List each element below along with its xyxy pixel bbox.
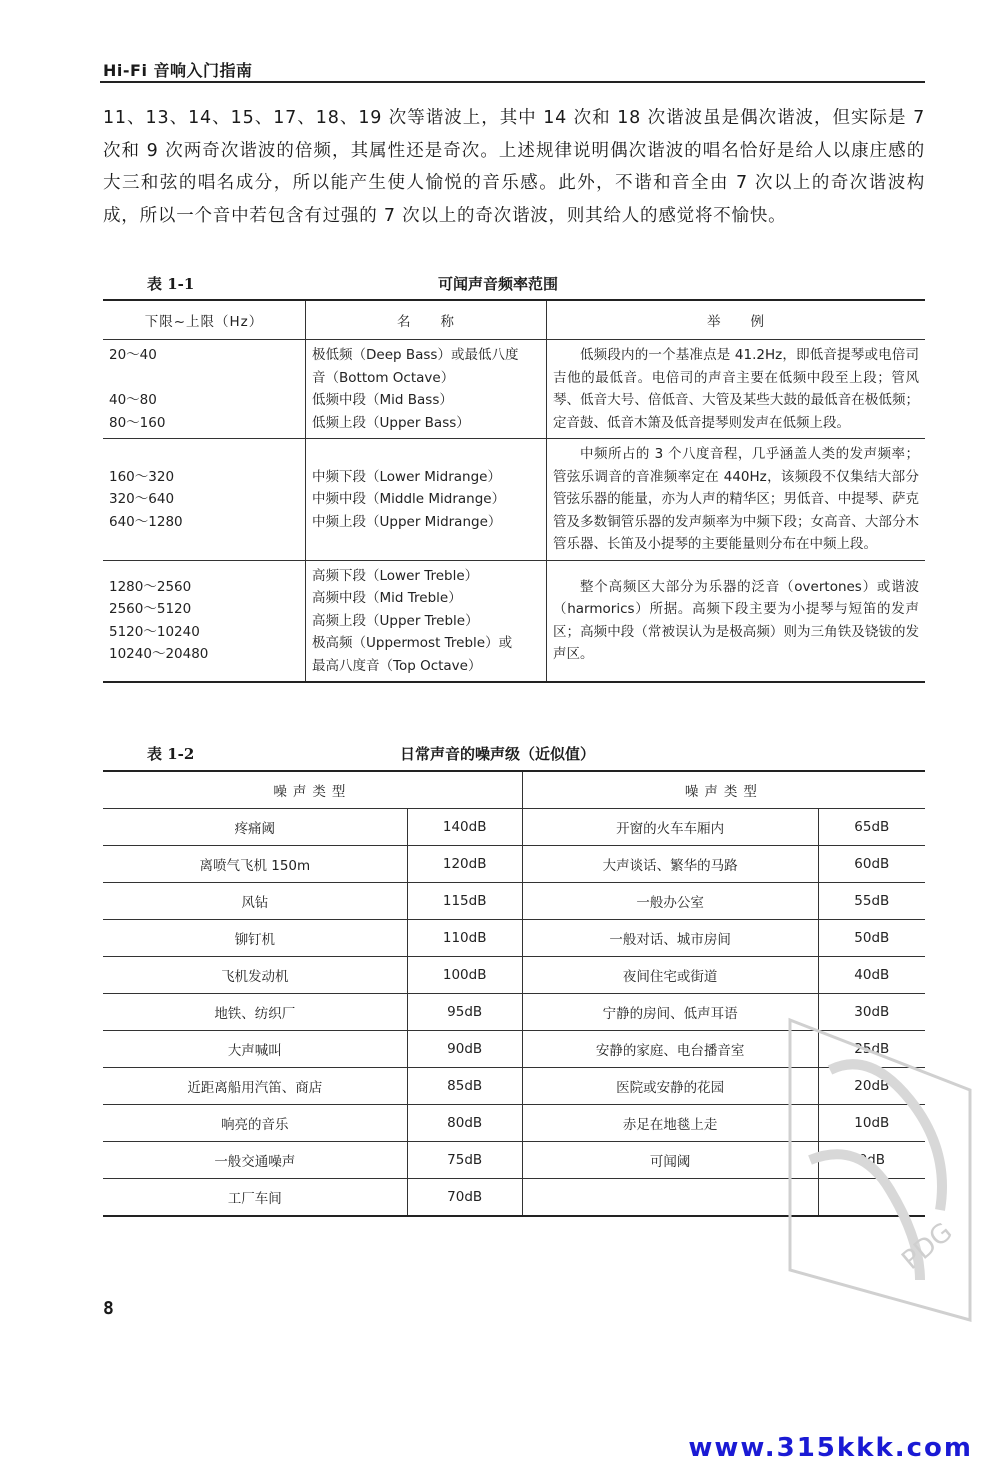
noise-level-right: 65dB	[818, 809, 925, 846]
band-name: 音（Bottom Octave）	[312, 369, 455, 386]
example-cell: 整个高频区大部分为乐器的泛音（overtones）或谐波（harmorics）所据。高频下段主要为小提琴与短笛的发声区；高频中段（常被误认为是极高频）则为三角铁及铙钹的发声区。	[547, 560, 926, 682]
table2-row	[103, 883, 925, 920]
noise-source-left: 风钻	[103, 883, 407, 920]
site-watermark-url: www.315kkk.com	[688, 1433, 973, 1463]
noise-level-right: 0dB	[818, 1142, 925, 1179]
frequency-range: 1280～2560	[109, 578, 192, 595]
band-name-cell	[306, 560, 547, 682]
frequency-range: 640～1280	[109, 513, 183, 530]
frequency-range-cell	[103, 439, 306, 561]
table2-header-row	[103, 771, 925, 809]
noise-level-right: 60dB	[818, 846, 925, 883]
frequency-range-table	[103, 299, 925, 683]
table1-title: 可闻声音频率范围	[438, 275, 559, 293]
table2-header-right: 噪声类型	[522, 771, 925, 809]
table2-number-text: 表 1-2	[147, 745, 195, 763]
frequency-range	[109, 367, 299, 390]
noise-level-right: 20dB	[818, 1068, 925, 1105]
band-name-cell	[306, 340, 547, 439]
noise-source-left: 一般交通噪声	[103, 1142, 407, 1179]
band-name: 中频上段（Upper Midrange）	[312, 513, 502, 530]
band-name-cell	[306, 439, 547, 561]
noise-level-left: 80dB	[407, 1105, 522, 1142]
noise-source-right: 夜间住宅或街道	[522, 957, 818, 994]
table1-header-example: 举 例	[547, 300, 926, 340]
band-name: 高频上段（Upper Treble）	[312, 612, 479, 629]
band-name: 中频中段（Middle Midrange）	[312, 491, 506, 507]
noise-source-left: 离喷气飞机 150m	[103, 846, 407, 883]
noise-level-left: 110dB	[407, 920, 522, 957]
noise-level-left: 90dB	[407, 1031, 522, 1068]
noise-level-left: 100dB	[407, 957, 522, 994]
noise-source-right: 一般办公室	[522, 883, 818, 920]
noise-level-right: 55dB	[818, 883, 925, 920]
noise-level-left: 120dB	[407, 846, 522, 883]
frequency-range: 320～640	[109, 491, 175, 507]
noise-source-left: 飞机发动机	[103, 957, 407, 994]
noise-source-right: 开窗的火车车厢内	[522, 809, 818, 846]
band-name: 最高八度音（Top Octave）	[312, 657, 482, 674]
band-name: 极高频（Uppermost Treble）或	[312, 635, 513, 651]
noise-source-left: 大声喊叫	[103, 1031, 407, 1068]
noise-source-right: 可闻阈	[522, 1142, 818, 1179]
band-name: 低频上段（Upper Bass）	[312, 414, 470, 431]
page-number: 8	[103, 1298, 114, 1319]
frequency-range: 160～320	[109, 468, 175, 485]
band-name: 极低频（Deep Bass）或最低八度	[312, 347, 519, 363]
noise-level-left: 95dB	[407, 994, 522, 1031]
noise-source-right: 一般对话、城市房间	[522, 920, 818, 957]
table1-row	[103, 560, 925, 682]
noise-source-left: 近距离船用汽笛、商店	[103, 1068, 407, 1105]
body-paragraph	[103, 102, 925, 232]
noise-level-left: 75dB	[407, 1142, 522, 1179]
header-rule	[100, 81, 925, 83]
table2-row	[103, 957, 925, 994]
frequency-range: 5120～10240	[109, 623, 200, 640]
paragraph-text: 11、13、14、15、17、18、19 次等谐波上，其中 14 次和 18 次谐波虽是偶次谐波，但实际是 7 次和 9 次两奇次谐波的倍频，其属性还是奇次。上述规律说明偶次谐波的唱名恰好是给人以康庄感的大三和弦的唱名成分，所以能产生使人愉悦的音乐感。此外，不谐和音全由 7 次以上的奇次谐波构成，所以一个音中若包含有过强的 7 次以上的奇次谐波，则其给人的感觉将不愉快。	[103, 108, 925, 226]
table1-row	[103, 439, 925, 561]
table2-header-left: 噪声类型	[103, 771, 522, 809]
table2-row	[103, 809, 925, 846]
table1-number-text: 表 1-1	[147, 275, 195, 293]
noise-source-left: 疼痛阈	[103, 809, 407, 846]
noise-level-right: 10dB	[818, 1105, 925, 1142]
table1-number	[147, 273, 194, 294]
stamp-text: PDG	[896, 1216, 959, 1276]
noise-source-right: 医院或安静的花园	[522, 1068, 818, 1105]
frequency-range: 40～80	[109, 392, 157, 408]
frequency-range: 2560～5120	[109, 601, 192, 618]
frequency-range: 20～40	[109, 347, 157, 363]
pdg-stamp-watermark	[770, 1010, 980, 1330]
table1-header-range: 下限~上限（Hz）	[103, 300, 306, 340]
noise-level-right: 30dB	[818, 994, 925, 1031]
noise-level-right: 40dB	[818, 957, 925, 994]
frequency-range: 10240～20480	[109, 646, 209, 663]
noise-source-left: 地铁、纺织厂	[103, 994, 407, 1031]
noise-source-right: 安静的家庭、电台播音室	[522, 1031, 818, 1068]
noise-level-left: 115dB	[407, 883, 522, 920]
noise-level-left: 70dB	[407, 1179, 522, 1217]
noise-source-left: 工厂车间	[103, 1179, 407, 1217]
example-cell: 中频所占的 3 个八度音程，几乎涵盖人类的发声频率；管弦乐调音的音准频率定在 440Hz，该频段不仅集结大部分管弦乐器的能量，亦为人声的精华区；男低音、中提琴、萨克管及多数铜管乐器的发声频率为中频下段；女高音、大部分木管乐器、长笛及小提琴的主要能量则分布在中频上段。	[547, 439, 926, 561]
noise-level-left: 85dB	[407, 1068, 522, 1105]
noise-source-right: 宁静的房间、低声耳语	[522, 994, 818, 1031]
noise-source-left: 响亮的音乐	[103, 1105, 407, 1142]
example-cell: 低频段内的一个基准点是 41.2Hz，即低音提琴或电倍司吉他的最低音。电倍司的声音主要在低频中段至上段；管风琴、低音大号、倍低音、大管及某些大鼓的最低音在极低频；定音鼓、低音木箫及低音提琴则发声在低频上段。	[547, 340, 926, 439]
noise-level-right: 25dB	[818, 1031, 925, 1068]
band-name: 中频下段（Lower Midrange）	[312, 468, 501, 485]
table1-header-name: 名 称	[306, 300, 547, 340]
table2-row	[103, 920, 925, 957]
band-name: 低频中段（Mid Bass）	[312, 392, 453, 408]
noise-source-left: 铆钉机	[103, 920, 407, 957]
table2-row	[103, 846, 925, 883]
frequency-range-cell	[103, 340, 306, 439]
noise-source-right: 赤足在地毯上走	[522, 1105, 818, 1142]
table1-row	[103, 340, 925, 439]
table2-number	[147, 743, 194, 764]
frequency-range: 80～160	[109, 414, 166, 431]
noise-source-right: 大声谈话、繁华的马路	[522, 846, 818, 883]
noise-level-left: 140dB	[407, 809, 522, 846]
noise-level-right: 50dB	[818, 920, 925, 957]
table2-title: 日常声音的噪声级（近似值）	[400, 745, 596, 763]
frequency-range-cell	[103, 560, 306, 682]
table1-header-row	[103, 300, 925, 340]
band-name: 高频中段（Mid Treble）	[312, 590, 462, 606]
band-name: 高频下段（Lower Treble）	[312, 567, 479, 584]
running-header: Hi-Fi 音响入门指南	[103, 61, 253, 80]
